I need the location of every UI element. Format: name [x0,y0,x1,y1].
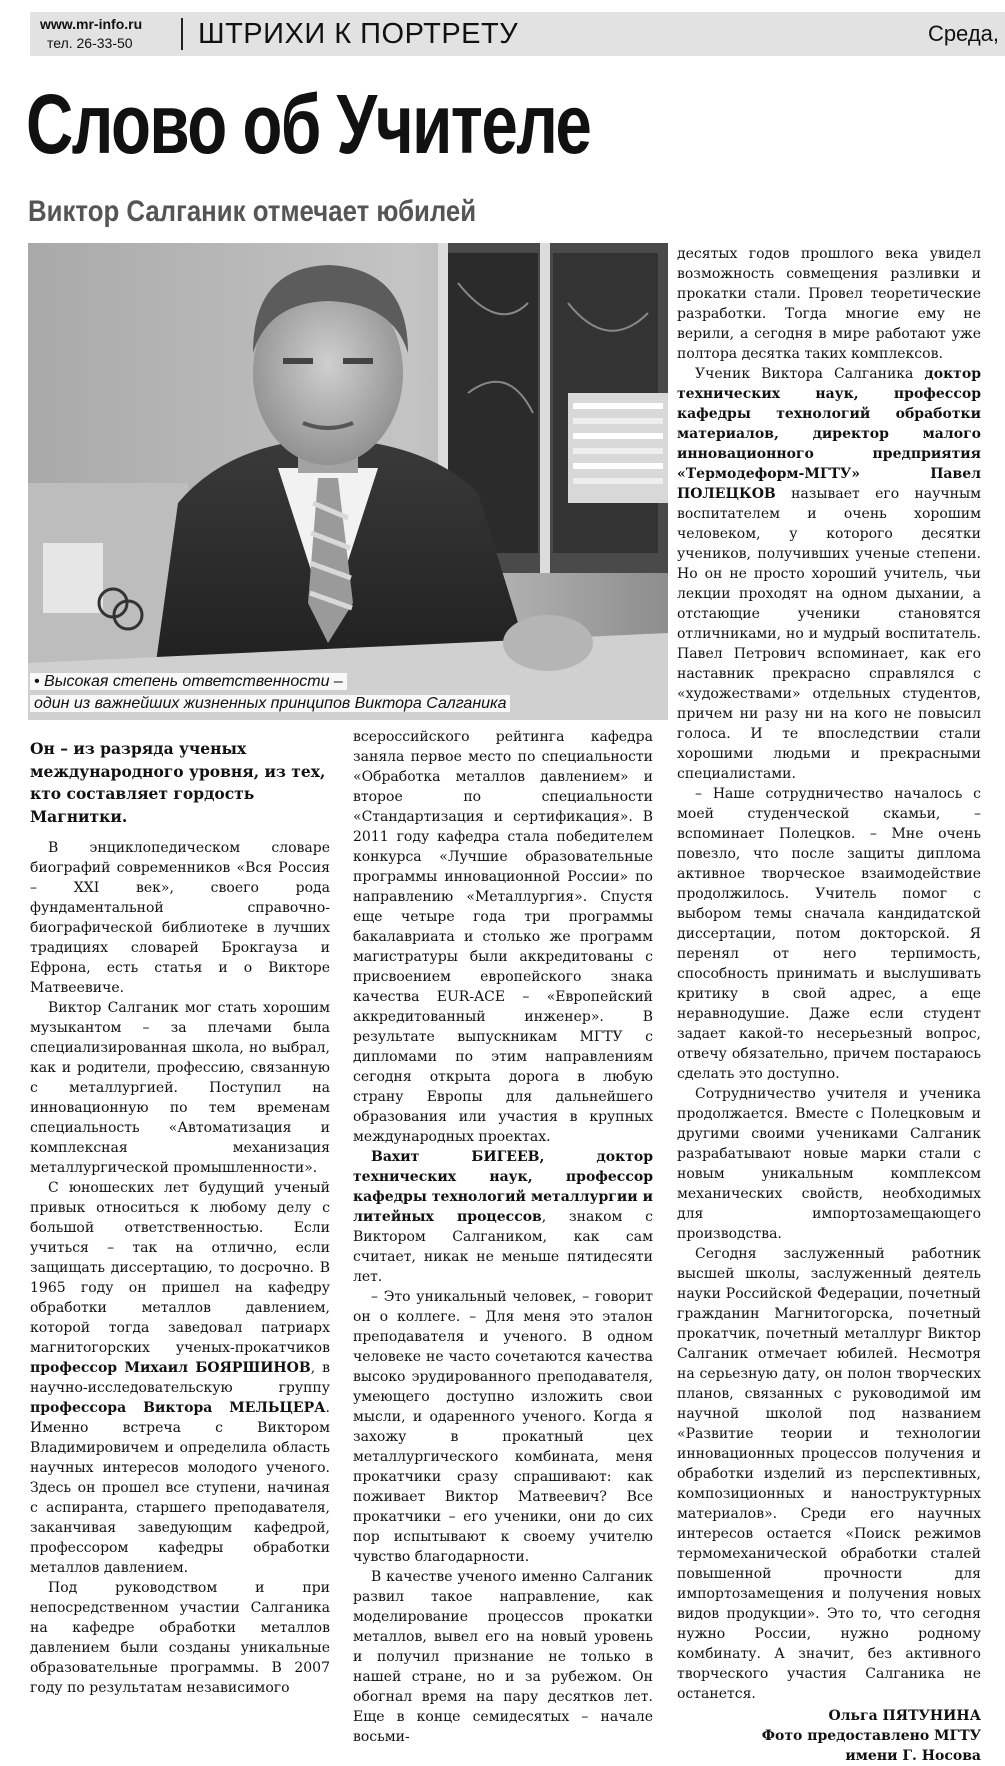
paragraph-text: , знаком с Виктором Салгаником, как сам считает, никак не меньше пятидесяти лет. [353,1209,653,1285]
paragraph-text: , в научно-исследовательскую группу [30,1360,330,1396]
masthead-divider [181,18,183,50]
paragraph: Сегодня заслуженный работник высшей школы, заслуженный деятель науки Российской Федерации, почетный гражданин Магнитогорска, почетный прокатчик, почетный металлург Виктор Салганик отмечает юбилей. Несмотря на серьезную дату, он полон творческих планов, связанных с руководимой им научной школой под названием «Развитие теории и технологии инновационных процессов получения и обработки изделий из перспективных, композиционных и наноструктурных материалов». Среди его научных интересов остается «Поиск режимов термомеханической обработки сталей повышенной прочности для импортозамещения и получения новых видов продукции». Это то, что сегодня нужно России, нужно родному комбинату. А значит, без активного творческого участия Салганика не останется. [677,1246,981,1702]
photo-caption [30,671,660,715]
paragraph-text: . Именно встреча с Виктором Владимировичем и определила область научных интересов молодого ученого. Здесь он прошел все ступени, начиная с аспиранта, старшего преподавателя, заканчивая заведующим кафедрой, профессором кафедры обработки металлов давлением. [30,1400,330,1576]
portrait-photo [28,243,668,720]
article-subtitle: Виктор Салганик отмечает юбилей [28,195,477,228]
article-lead: Он – из разряда ученых международного уровня, из тех, кто составляет гордость Магнитки. [30,739,326,826]
bold-name: профессор Михаил БОЯРШИНОВ [30,1360,311,1376]
paragraph-text: С юношеских лет будущий ученый привык относиться к любому делу с большой ответственностью. Если учиться – так на отлично, если защищать диссертацию, то досрочно. В 1965 году он пришел на кафедру обработки металлов давлением, которой тогда заведовал патриарх магнитогорских ученых-прокатчиков [30,1180,330,1356]
paragraph: Сотрудничество учителя и ученика продолжается. Вместе с Полецковым и другими своими учениками Салганик разрабатывают новые марки стали с новым уникальным комплексом механических свойств, необходимых для импортозамещающего производства. [677,1086,981,1242]
paragraph-text: Ученик Виктора Салганика [695,366,925,382]
bold-name: Вахит БИГЕЕВ, доктор технических наук, профессор кафедры технологий металлургии и литейных процессов [353,1149,653,1225]
portrait-photo-illustration [28,243,668,720]
phone-number: тел. 26-33-50 [47,35,133,51]
article-column-1 [30,838,330,1698]
paragraph [677,364,981,784]
article-title: Слово об Учителе [26,77,591,171]
paragraph [30,1178,330,1578]
site-url[interactable]: www.mr-info.ru [40,16,143,32]
article-column-2 [353,727,653,1747]
paragraph: Под руководством и при непосредственном участии Салганика на кафедре обработки металлов давлением были созданы уникальные образовательные программы. В 2007 году по результатам независимого [30,1580,330,1696]
paragraph: – Это уникальный человек, – говорит он о коллеге. – Для меня это эталон преподавателя и ученого. В одном человеке не часто сочетаются качества высоко эрудированного преподавателя, умеющего доступно изложить свои мысли, и одаренного ученого. Когда я захожу в прокатный цех металлургического комбината, меня прокатчики сразу спрашивают: как поживает Виктор Матвеевич? Все прокатчики – его ученики, они до сих пор испытывают к своему учителю чувство благодарности. [353,1289,653,1565]
photo-credit: имени Г. Носова [845,1748,981,1764]
paragraph [353,1147,653,1287]
bold-name: доктор технических наук, профессор кафедры технологий обработки материалов, директор малого инновационного предприятия «Термодеформ-МГТУ» Павел ПОЛЕЦКОВ [677,366,981,502]
paragraph: В качестве ученого именно Салганик развил такое направление, как моделирование процессов прокатки металлов, вывел его на новый уровень и получил признание не только в нашей стране, но и за рубежом. Он обогнал время на пару десятков лет. Еще в конце семидесятых – начале восьми- [353,1569,653,1745]
masthead-bar [30,12,1005,56]
paragraph: В энциклопедическом словаре биографий современников «Вся Россия – XXI век», своего рода фундаментальной справочно-биографической библиотеке в лучших традициях словарей Брокгауза и Ефрона, есть статья и о Викторе Матвеевиче. [30,840,330,996]
paragraph: Виктор Салганик мог стать хорошим музыкантом – за плечами была специализированная школа, но выбрал, как и родители, профессию, связанную с металлургией. Поступил на инновационную по тем временам специальность «Автоматизация и комплексная механизация металлургической промышленности». [30,1000,330,1176]
section-rubric: ШТРИХИ К ПОРТРЕТУ [198,18,519,50]
photo-credit: Фото предоставлено МГТУ [761,1728,981,1744]
paragraph: всероссийского рейтинга кафедра заняла первое место по специальности «Обработка металлов давлением» и второе по специальности «Стандартизация и сертификация». В 2011 году кафедра стала победителем конкурса «Лучшие образовательные программы инновационной России» по направлению «Металлургия». Спустя еще четыре года три программы бакалавриата и столько же программ магистратуры были аккредитованы с присвоением европейского знака качества EUR-ACE – «Европейский аккредитованный инженер». В результате выпускникам МГТУ с дипломами по этим направлениям сегодня открыта дорога в любую страну Европы для дальнейшего образования или участия в крупных международных проектах. [353,729,653,1145]
author-name: Ольга ПЯТУНИНА [828,1708,981,1724]
bold-name: профессора Виктора МЕЛЬЦЕРА [30,1400,326,1416]
article-column-3 [677,244,981,1766]
issue-weekday: Среда, [927,21,999,46]
paragraph: десятых годов прошлого века увидел возможность совмещения разливки и прокатки стали. Провел теоретические разработки. Тогда многие ему не верили, а сегодня в мире работают уже полтора десятка таких комплексов. [677,246,981,362]
paragraph: – Наше сотрудничество началось с моей студенческой скамьи, – вспоминает Полецков. – Мне очень повезло, что после защиты диплома активное творческое взаимодействие продолжилось. Учитель помог с выбором темы сначала кандидатской диссертации, потом докторской. Я перенял от него терпимость, способность принимать и выслушивать критику в свой адрес, а еще неравнодушие. Даже если студент задает какой-то несерьезный вопрос, отвечу обязательно, причем постараюсь сделать это доступно. [677,786,981,1082]
article-signature [677,1706,981,1766]
photo-caption-line2: один из важнейших жизненных принципов Виктора Салганика [30,695,510,712]
paragraph-text: называет его научным воспитателем и очень хорошим человеком, у которого десятки учеников, получивших ученые степени. Но он не просто хороший учитель, чьи лекции проходят на одном дыхании, а отстающие ученики становятся отличниками, но и мудрый воспитатель. Павел Петрович вспоминает, как его наставник прекрасно справлялся с «художествами» отдельных студентов, причем ни разу ни на кого не повысил голоса. И те впоследствии стали хорошими людьми и прекрасными специалистами. [677,486,981,782]
photo-caption-line1: • Высокая степень ответственности – [30,673,347,690]
